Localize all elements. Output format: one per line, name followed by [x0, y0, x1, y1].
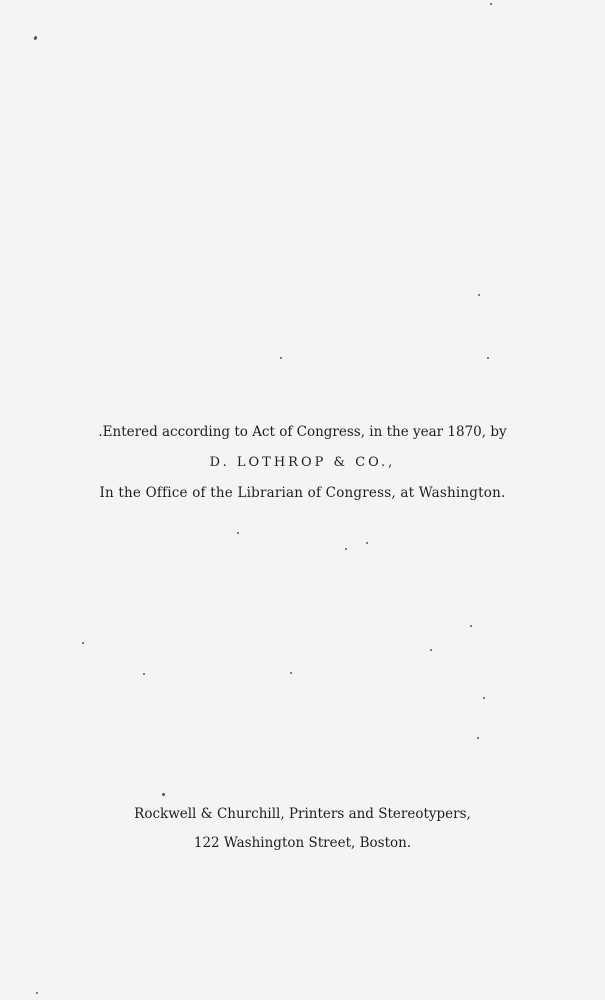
paper-speck: [82, 642, 84, 644]
paper-speck: [290, 672, 292, 674]
paper-speck: [490, 3, 492, 5]
paper-speck: [478, 294, 480, 296]
paper-speck: [470, 625, 472, 627]
printer-name: Rockwell & Churchill, Printers and Stereotypers,: [134, 806, 471, 822]
paper-speck: [345, 548, 347, 550]
paper-speck: [36, 992, 38, 994]
paper-speck: [33, 36, 38, 41]
printer-address: 122 Washington Street, Boston.: [193, 835, 412, 851]
paper-speck: [280, 357, 282, 359]
copyright-entry-line: .Entered according to Act of Congress, in the year 1870, by: [98, 424, 507, 440]
publisher-name: D. LOTHROP & CO.,: [209, 455, 396, 470]
paper-speck: [143, 673, 145, 675]
paper-speck: [162, 793, 165, 796]
paper-speck: [483, 697, 485, 699]
paper-speck: [366, 542, 368, 544]
paper-speck: [430, 649, 432, 651]
paper-speck: [237, 532, 239, 534]
paper-speck: [487, 357, 489, 359]
paper-speck: [477, 737, 479, 739]
copyright-office-line: In the Office of the Librarian of Congress, at Washington.: [99, 485, 506, 501]
